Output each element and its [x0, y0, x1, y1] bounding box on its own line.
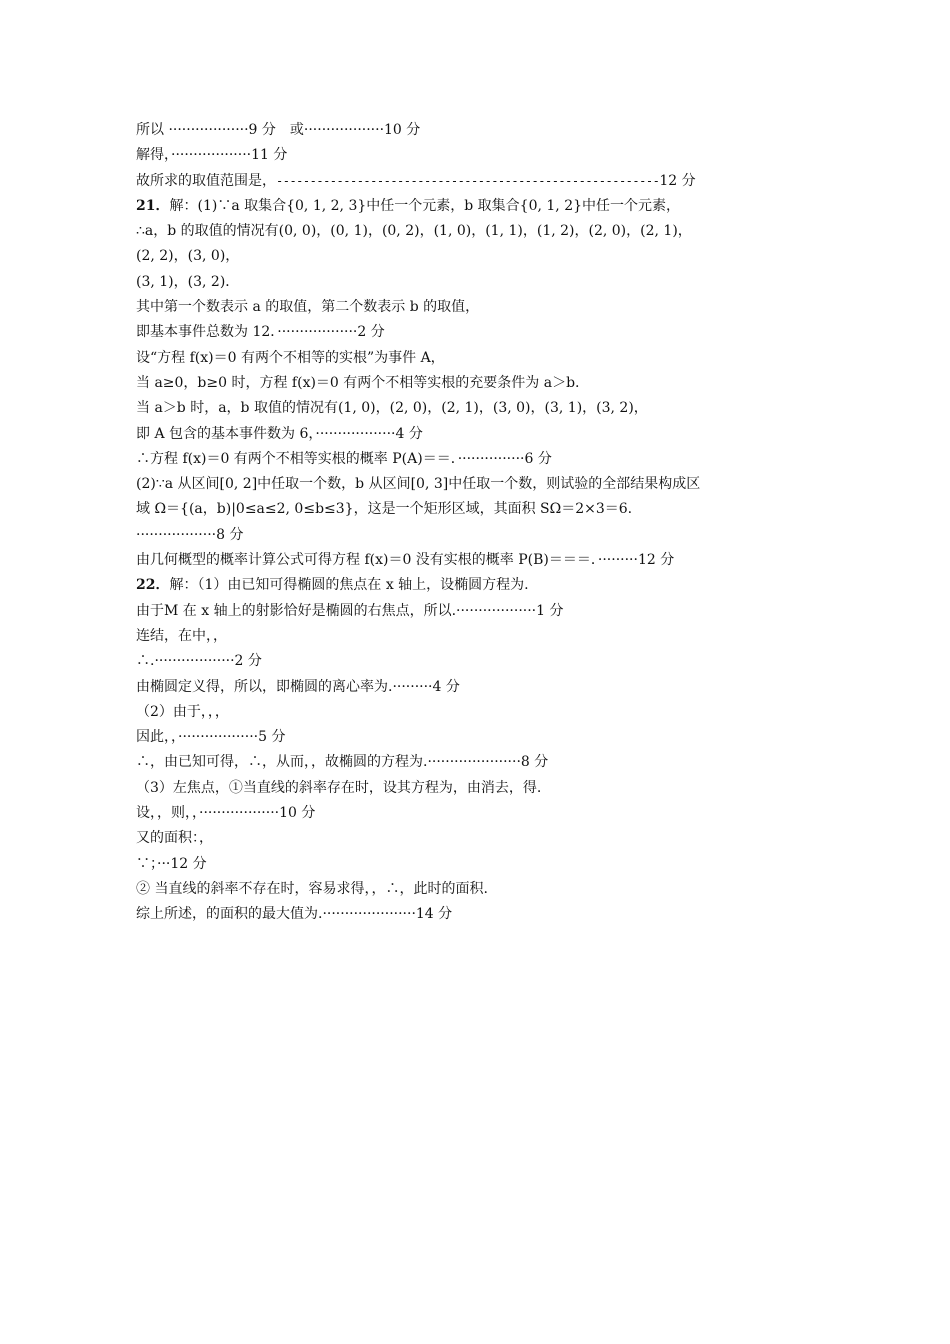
text-line: 域 Ω＝{(a，b)|0≤a≤2, 0≤b≤3}，这是一个矩形区域，其面积 SΩ＝2×3＝6.	[136, 501, 633, 518]
text-line: 连结，在中，，	[136, 627, 227, 644]
question-22-header	[136, 573, 816, 598]
text-line: （3）左焦点，①当直线的斜率存在时，设其方程为，由消去，得.	[136, 779, 542, 796]
text-line: 所以 ··················9 分 或··················10 分	[136, 122, 421, 138]
text-line: 解得，··················11 分	[136, 147, 288, 164]
text-line: ∴方程 f(x)＝0 有两个不相等实根的概率 P(A)＝＝．···············6 分	[136, 450, 552, 467]
question-21-header	[136, 194, 816, 219]
question-number: 21．	[136, 197, 170, 214]
line-prefix: 故所求的取值范围是，	[136, 172, 276, 189]
text-line: ② 当直线的斜率不存在时，容易求得，，∴，此时的面积.	[136, 880, 488, 897]
text-line: 其中第一个数表示 a 的取值，第二个数表示 b 的取值，	[136, 299, 480, 316]
text-line: 由于M 在 x 轴上的射影恰好是椭圆的右焦点，所以.··················1 分	[136, 602, 564, 619]
line-text: 解：(1)∵a 取集合{0, 1, 2, 3}中任一个元素，b 取集合{0, 1, 2}中任一个元素，	[169, 197, 681, 214]
line-text: 解：（1）由已知可得椭圆的焦点在 x 轴上，设椭圆方程为.	[169, 577, 529, 594]
text-line: ∴.··················2 分	[136, 653, 262, 670]
text-line: ∵；···12 分	[136, 855, 207, 872]
text-line: ··················8 分	[136, 526, 244, 543]
question-number: 22．	[136, 577, 170, 594]
text-line: 即基本事件总数为 12．··················2 分	[136, 324, 385, 341]
text-line: 由几何概型的概率计算公式可得方程 f(x)＝0 没有实根的概率 P(B)＝＝＝．·········12 分	[136, 552, 675, 569]
text-line: 设，，则，，··················10 分	[136, 805, 316, 822]
text-line	[136, 169, 816, 194]
text-line: 又的面积：，	[136, 830, 213, 847]
score-label: 12 分	[659, 172, 696, 189]
text-line: （2）由于，，，	[136, 703, 229, 720]
text-line: 即 A 包含的基本事件数为 6，··················4 分	[136, 425, 423, 442]
text-line: ∴，由已知可得，∴，从而，，故椭圆的方程为.·····················8 分	[136, 754, 549, 771]
text-line: (2)∵a 从区间[0, 2]中任取一个数，b 从区间[0, 3]中任取一个数，则试验的全部结果构成区	[136, 476, 701, 493]
text-line: (2, 2)，(3, 0)，	[136, 248, 240, 265]
text-line: 因此，，··················5 分	[136, 729, 286, 746]
text-line: (3, 1)，(3, 2)．	[136, 273, 240, 290]
text-line: 设“方程 f(x)＝0 有两个不相等的实根”为事件 A，	[136, 349, 445, 366]
text-line: 综上所述，的面积的最大值为.·····················14 分	[136, 906, 453, 923]
dash-leader: ---------------------------------------------------------	[276, 173, 660, 188]
document-body	[136, 118, 816, 928]
text-line: 当 a≥0，b≥0 时，方程 f(x)＝0 有两个不相等实根的充要条件为 a＞b.	[136, 374, 580, 391]
text-line: 当 a＞b 时，a，b 取值的情况有(1, 0)，(2, 0)，(2, 1)，(3, 0)，(3, 1)，(3, 2)，	[136, 400, 648, 417]
text-line: ∴a，b 的取值的情况有(0, 0)，(0, 1)，(0, 2)，(1, 0)，(1, 1)，(1, 2)，(2, 0)，(2, 1)，	[136, 223, 692, 240]
text-line: 由椭圆定义得，所以，即椭圆的离心率为.·········4 分	[136, 678, 460, 695]
